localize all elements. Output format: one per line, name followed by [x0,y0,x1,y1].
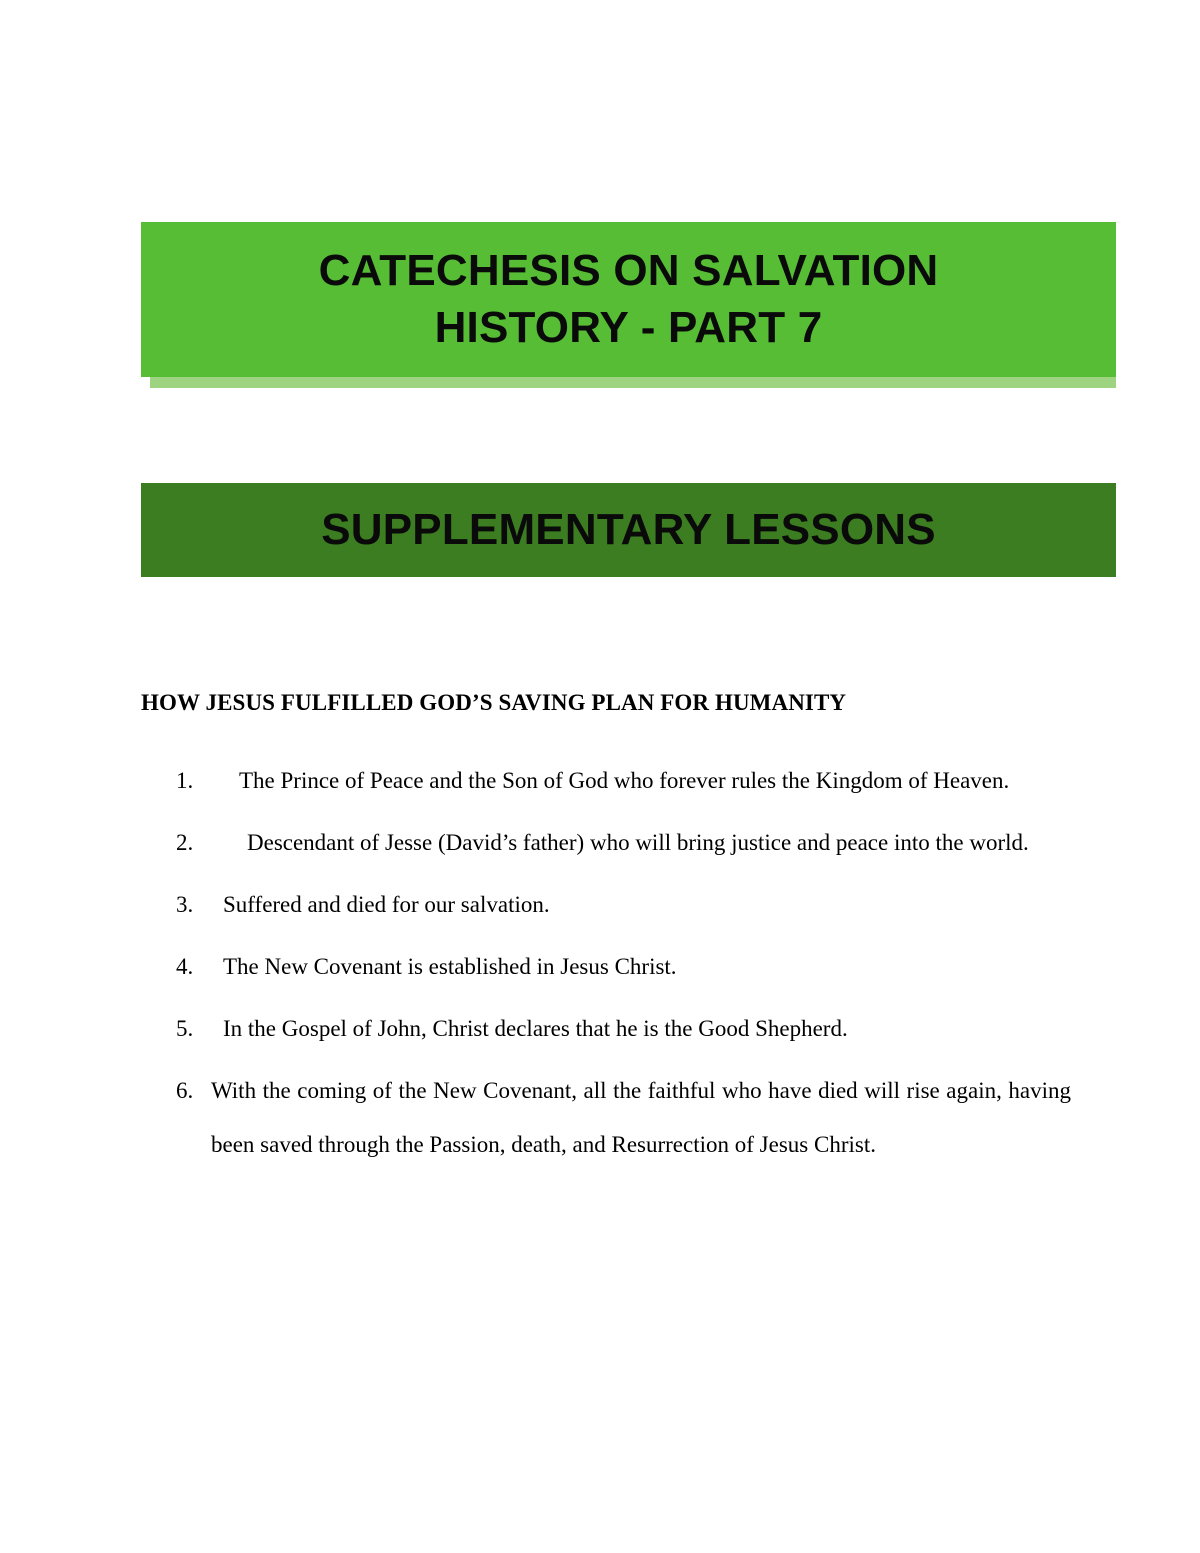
list-item [141,878,1071,932]
list-item-number: 3. [176,892,194,918]
list-item [141,1002,1071,1056]
list-item-number: 5. [176,1016,194,1042]
document-title [299,243,959,356]
document-title-line-2: HISTORY - PART 7 [434,302,823,352]
document-body [141,690,1071,1180]
section-heading: HOW JESUS FULFILLED GOD’S SAVING PLAN FOR HUMANITY [141,690,847,715]
list-item [141,816,1071,870]
list-item [141,1064,1071,1172]
document-title-line-1: CATECHESIS ON SALVATION [318,246,939,296]
numbered-list [141,754,1071,1172]
list-item [141,754,1071,808]
list-item-number: 1. [176,768,194,793]
list-item [141,940,1071,994]
title-banner-shadow [150,377,1116,388]
list-item-text: Suffered and died for our salvation. [223,892,550,918]
list-item-number: 6. [176,1078,194,1104]
title-banner [141,222,1116,377]
list-item-number: 4. [176,954,194,980]
list-item-text: The Prince of Peace and the Son of God who forever rules the Kingdom of Heaven. [239,768,1010,793]
list-item-text: Descendant of Jesse (David’s father) who will bring justice and peace into the world. [247,830,1029,856]
document-subtitle: SUPPLEMENTARY LESSONS [321,504,936,554]
subtitle-banner [141,483,1116,577]
list-item-text: The New Covenant is established in Jesus Christ. [223,954,677,980]
list-item-text: In the Gospel of John, Christ declares that he is the Good Shepherd. [223,1016,848,1042]
list-item-number: 2. [176,830,194,856]
list-item-text: With the coming of the New Covenant, all the faithful who have died will rise again, having been saved through the Passion, death, and Resurrection of Jesus Christ. [211,1078,1071,1158]
